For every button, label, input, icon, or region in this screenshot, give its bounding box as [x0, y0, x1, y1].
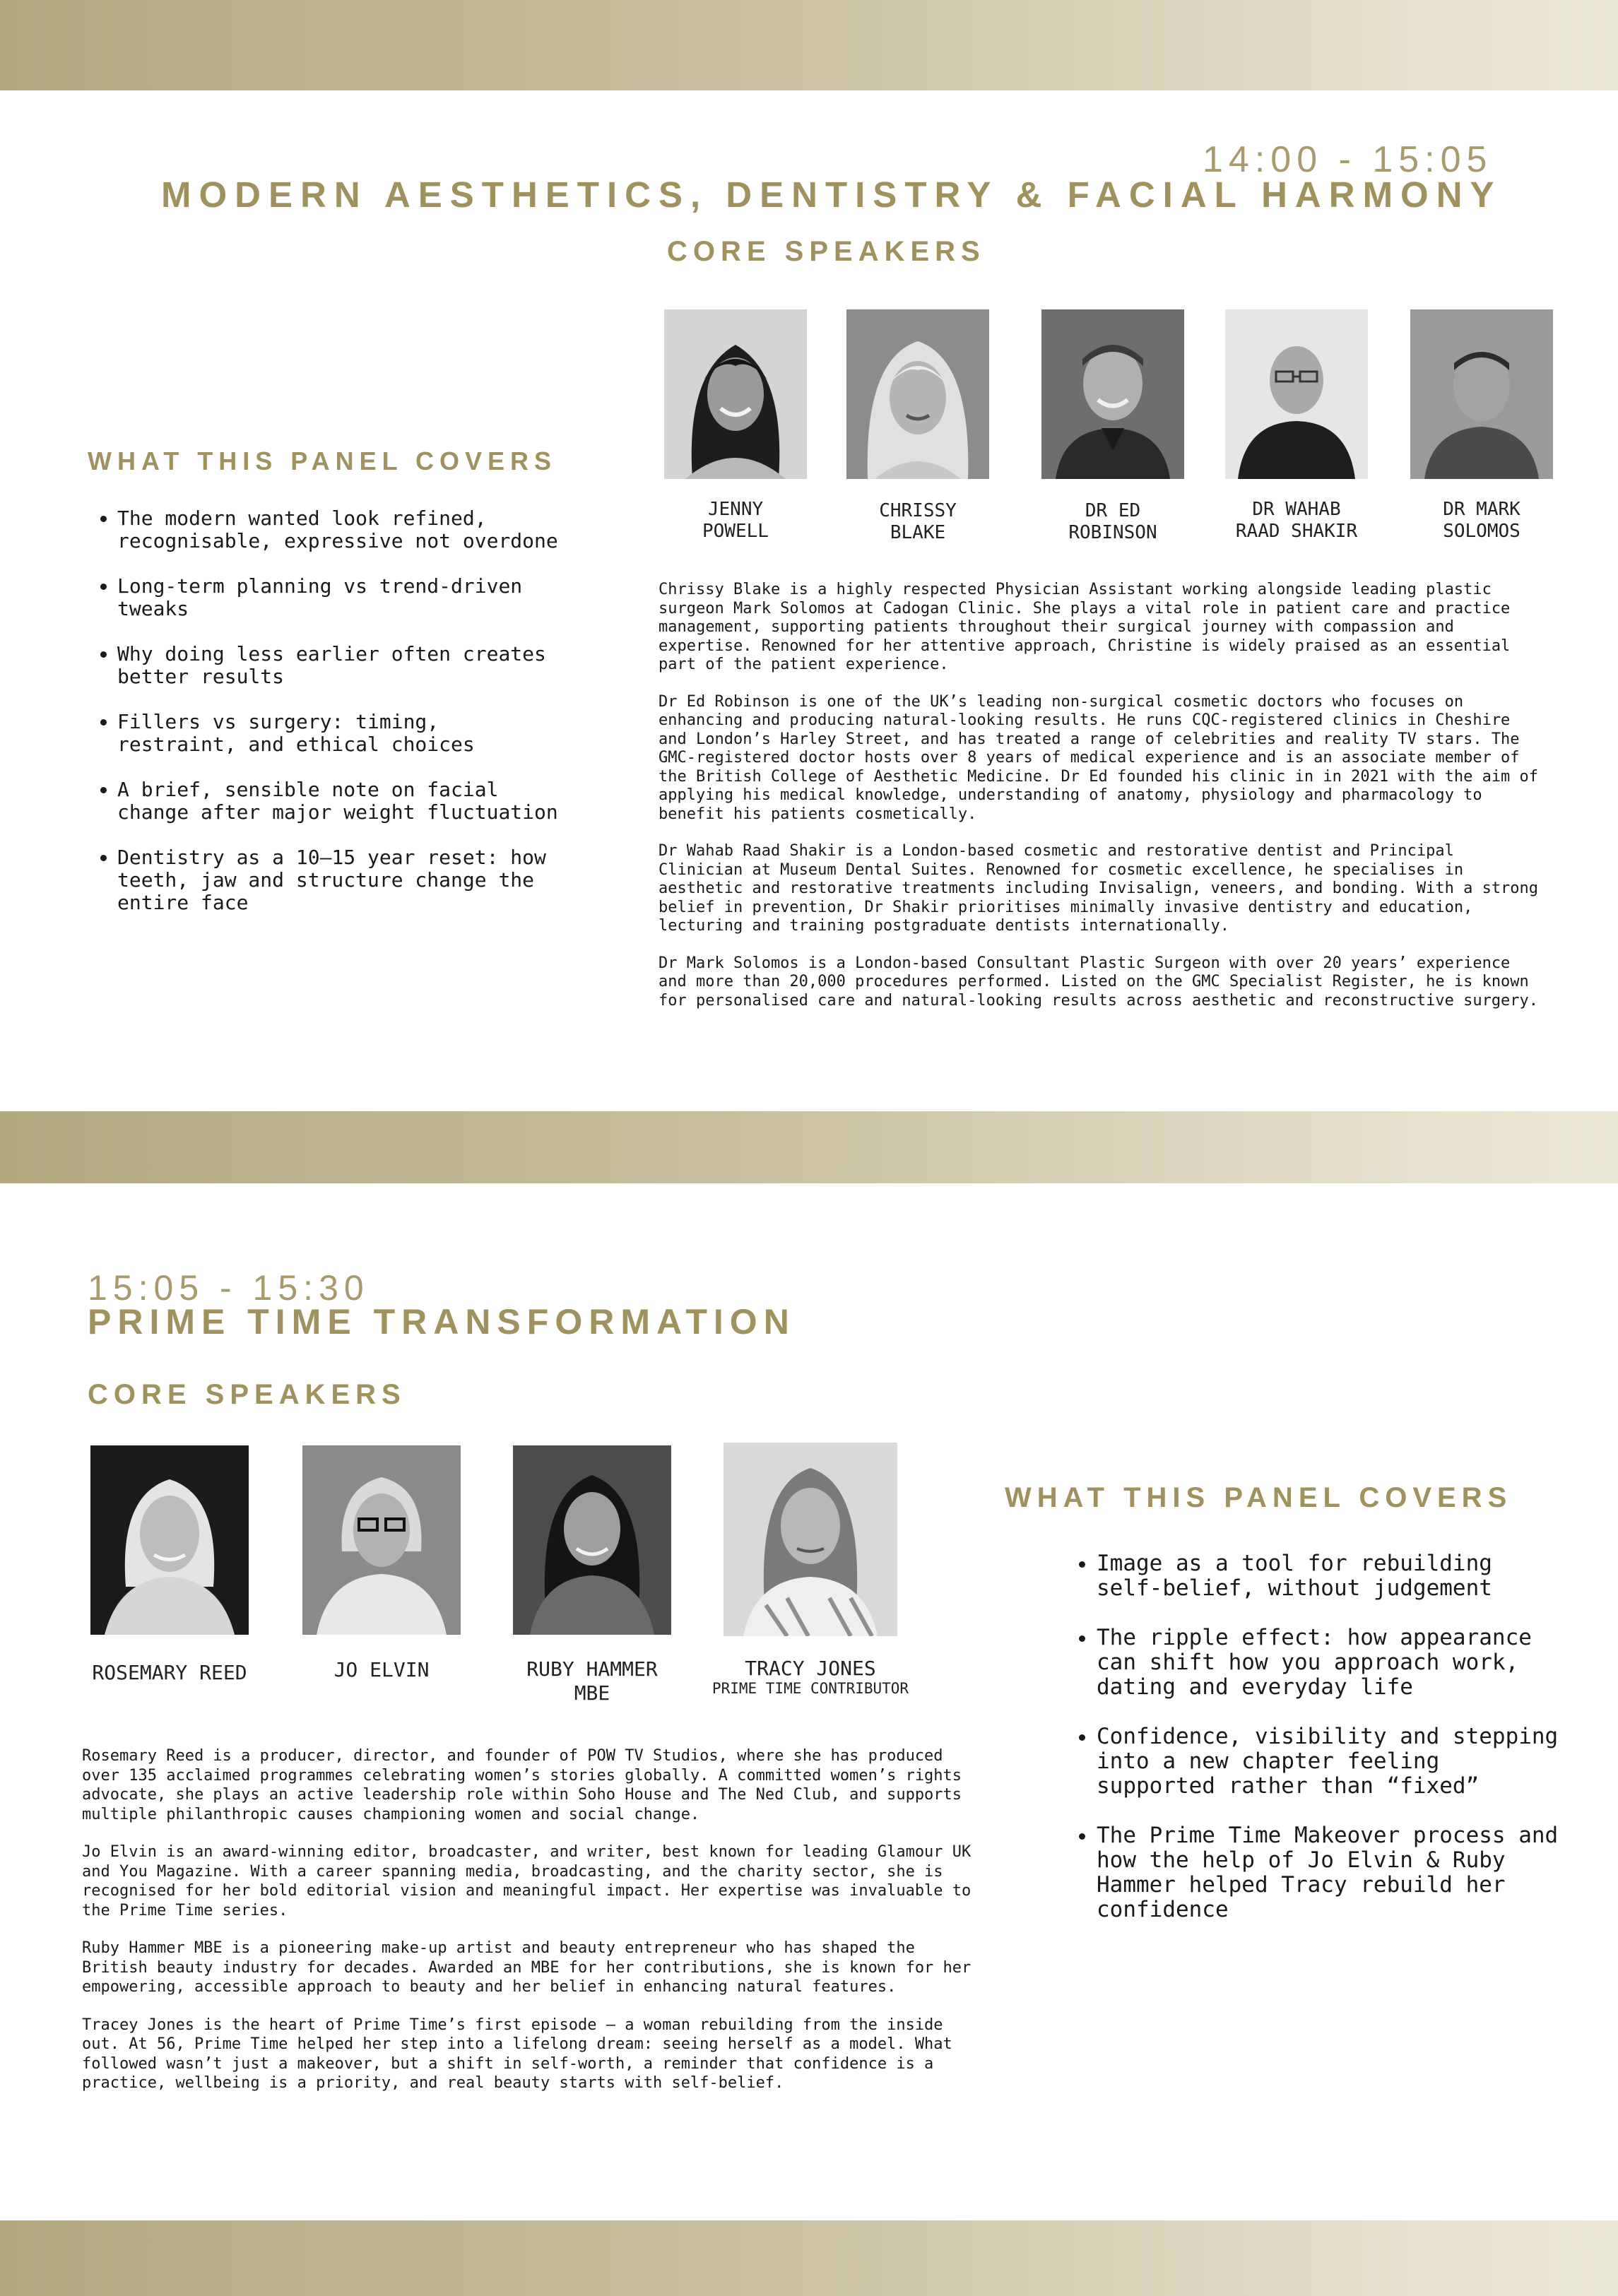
list-item: • Long-term planning vs trend-driven tweaks [117, 575, 569, 620]
portrait-woman-blonde-icon [846, 309, 989, 479]
middle-band [0, 1111, 1618, 1183]
speaker-name-ed-robinson: DR ED ROBINSON [1068, 500, 1157, 543]
speaker-name-rosemary-reed: ROSEMARY REED [92, 1661, 247, 1684]
portrait-man-scrubs-icon [1041, 309, 1184, 479]
panel-2-bios [82, 1746, 972, 2112]
panel-1-title: MODERN AESTHETICS, DENTISTRY & FACIAL HARMONY [161, 174, 1502, 215]
speaker-name-jo-elvin: JO ELVIN [333, 1658, 430, 1681]
list-item: • The Prime Time Makeover process and how the help of Jo Elvin & Ruby Hammer helped Tracy rebuild her confidence [1097, 1823, 1563, 1922]
list-item: • Why doing less earlier often creates better results [117, 643, 569, 688]
panel-2-time: 15:05 - 15:30 [88, 1268, 370, 1308]
list-item: • Image as a tool for rebuilding self-belief, without judgement [1097, 1551, 1563, 1601]
speaker-name-ruby-hammer: RUBY HAMMER MBE [526, 1657, 658, 1705]
bio-paragraph: Rosemary Reed is a producer, director, and founder of POW TV Studios, where she has produced over 135 acclaimed programmes celebrating women’s stories globally. A committed women’s rights advocate, she plays an active leadership role within Soho House and The Ned Club, and supports multiple philanthropic causes championing women and social change. [82, 1747, 962, 1823]
panel-2-bullet-list [1067, 1551, 1563, 1922]
speaker-photo-tracy-jones [724, 1443, 897, 1636]
speaker-name-wahab-raad-shakir: DR WAHAB RAAD SHAKIR [1235, 499, 1358, 542]
bio-paragraph: Dr Ed Robinson is one of the UK’s leading non-surgical cosmetic doctors who focuses on enhancing and producing natural-looking results. He runs CQC-registered clinics in Cheshire and London’s Harley Street, and has treated a range of celebrities and reality TV stars. The GMC-registered doctor hosts over 8 years of medical experience and is an associate member of the British College of Aesthetic Medicine. Dr Ed founded his clinic in in 2021 with the aim of applying his medical knowledge, understanding of anatomy, physiology and pharmacology to benefit his patients cosmetically. [659, 692, 1539, 823]
speaker-name-jenny-powell: JENNY POWELL [702, 499, 769, 542]
speaker-name-chrissy-blake: CHRISSY BLAKE [879, 500, 957, 543]
panel-2-core-speakers-label: CORE SPEAKERS [88, 1379, 406, 1410]
panel-1-core-speakers-label: CORE SPEAKERS [667, 236, 986, 267]
bio-paragraph: Jo Elvin is an award-winning editor, broadcaster, and writer, best known for leading Glamour UK and You Magazine. With a career spanning media, broadcasting, and the charity sector, she is recognised for her bold editorial vision and meaningful impact. Her expertise was invaluable to the Prime Time series. [82, 1843, 972, 1919]
speaker-photo-jo-elvin [302, 1445, 461, 1635]
bottom-band [0, 2220, 1618, 2296]
list-item: • Fillers vs surgery: timing, restraint, and ethical choices [117, 711, 569, 756]
speaker-name-tracy-jones: TRACY JONES PRIME TIME CONTRIBUTOR [692, 1657, 928, 1697]
panel-1-bullet-list [88, 507, 569, 914]
list-item: • Confidence, visibility and stepping into a new chapter feeling supported rather than “fixed” [1097, 1724, 1563, 1799]
list-item: • The modern wanted look refined, recognisable, expressive not overdone [117, 507, 569, 552]
speaker-photo-mark-solomos [1410, 309, 1553, 479]
portrait-man-glasses-icon [1225, 309, 1368, 479]
bio-paragraph: Dr Wahab Raad Shakir is a London-based cosmetic and restorative dentist and Principal Clinician at Museum Dental Suites. Renowned for cosmetic excellence, he specialises in aesthetic and restorative treatments including Invisalign, veneers, and bonding. With a strong belief in prevention, Dr Shakir prioritises minimally invasive dentistry and education, lecturing and training postgraduate dentists internationally. [659, 842, 1539, 935]
speaker-photo-chrissy-blake [846, 309, 989, 479]
top-band [0, 0, 1618, 90]
bio-paragraph: Ruby Hammer MBE is a pioneering make-up artist and beauty entrepreneur who has shaped the British beauty industry for decades. Awarded an MBE for her contributions, she is known for her empowering, accessible approach to beauty and her belief in enhancing natural features. [82, 1939, 972, 1996]
speaker-name-mark-solomos: DR MARK SOLOMOS [1443, 499, 1520, 542]
bio-paragraph: Dr Mark Solomos is a London-based Consultant Plastic Surgeon with over 20 years’ experience and more than 20,000 procedures performed. Listed on the GMC Specialist Register, he is known for personalised care and natural-looking results across aesthetic and reconstructive surgery. [659, 954, 1539, 1010]
speaker-photo-jenny-powell [664, 309, 807, 479]
portrait-woman-long-hair-icon [724, 1443, 897, 1636]
portrait-woman-dark-hair-icon [664, 309, 807, 479]
portrait-woman-blonde-icon [90, 1445, 249, 1635]
speaker-role: PRIME TIME CONTRIBUTOR [711, 1680, 909, 1697]
panel-2-title: PRIME TIME TRANSFORMATION [88, 1302, 796, 1342]
speaker-photo-wahab-raad-shakir [1225, 309, 1368, 479]
panel-1-time: 14:00 - 15:05 [1203, 139, 1493, 180]
panel-1-bios [659, 581, 1542, 1029]
speaker-photo-ed-robinson [1041, 309, 1184, 479]
list-item: • A brief, sensible note on facial change after major weight fluctuation [117, 779, 569, 824]
list-item: • The ripple effect: how appearance can shift how you approach work, dating and everyday life [1097, 1626, 1563, 1700]
panel-2-covers-label: WHAT THIS PANEL COVERS [1005, 1482, 1513, 1513]
speaker-photo-rosemary-reed [90, 1445, 249, 1635]
bio-paragraph: Chrissy Blake is a highly respected Physician Assistant working alongside leading plastic surgeon Mark Solomos at Cadogan Clinic. She plays a vital role in patient care and practice management, supporting patients throughout their surgical journey with compassion and expertise. Renowned for her attentive approach, Christine is widely praised as an essential part of the patient experience. [659, 581, 1511, 673]
panel-1-covers-label: WHAT THIS PANEL COVERS [88, 446, 557, 475]
speaker-photo-ruby-hammer [513, 1445, 671, 1635]
portrait-woman-dark-hair-icon [513, 1445, 671, 1635]
portrait-woman-glasses-icon [302, 1445, 461, 1635]
bio-paragraph: Tracey Jones is the heart of Prime Time’s first episode — a woman rebuilding from the inside out. At 56, Prime Time helped her step into a lifelong dream: seeing herself as a model. What followed wasn’t just a makeover, but a shift in self-worth, a reminder that confidence is a practice, wellbeing is a priority, and real beauty starts with self-belief. [82, 2016, 952, 2092]
portrait-man-scrubs-icon [1410, 309, 1553, 479]
list-item: • Dentistry as a 10–15 year reset: how teeth, jaw and structure change the entire face [117, 846, 569, 914]
